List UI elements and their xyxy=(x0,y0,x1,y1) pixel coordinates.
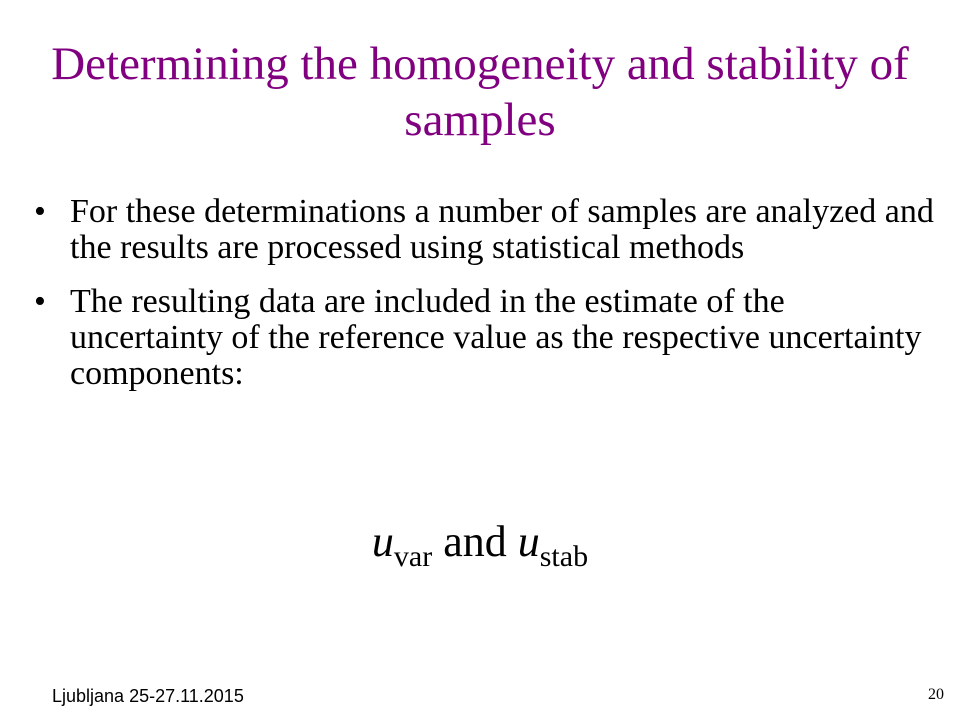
bullet-text: The resulting data are included in the estimate of the uncertainty of the reference value as the respective uncertainty components: xyxy=(70,283,922,392)
formula-symbol-u-var: u xyxy=(371,517,394,566)
bullet-list xyxy=(34,194,934,410)
bullet-item xyxy=(34,284,934,392)
footer-location-date: Ljubljana 25-27.11.2015 xyxy=(52,686,244,706)
slide-title: Determining the homogeneity and stability of samples xyxy=(51,38,909,146)
bullet-marker: • xyxy=(34,283,46,320)
formula-symbol-u-stab: u xyxy=(517,517,540,566)
uncertainty-formula xyxy=(0,516,960,573)
bullet-marker: • xyxy=(34,193,46,230)
formula-connector: and xyxy=(432,517,518,566)
page-number: 20 xyxy=(928,686,944,703)
bullet-item xyxy=(34,194,934,266)
formula-subscript-var: var xyxy=(393,540,433,573)
bullet-text: For these determinations a number of samples are analyzed and the results are processed using statistical methods xyxy=(70,193,934,266)
formula-subscript-stab: stab xyxy=(539,540,589,573)
